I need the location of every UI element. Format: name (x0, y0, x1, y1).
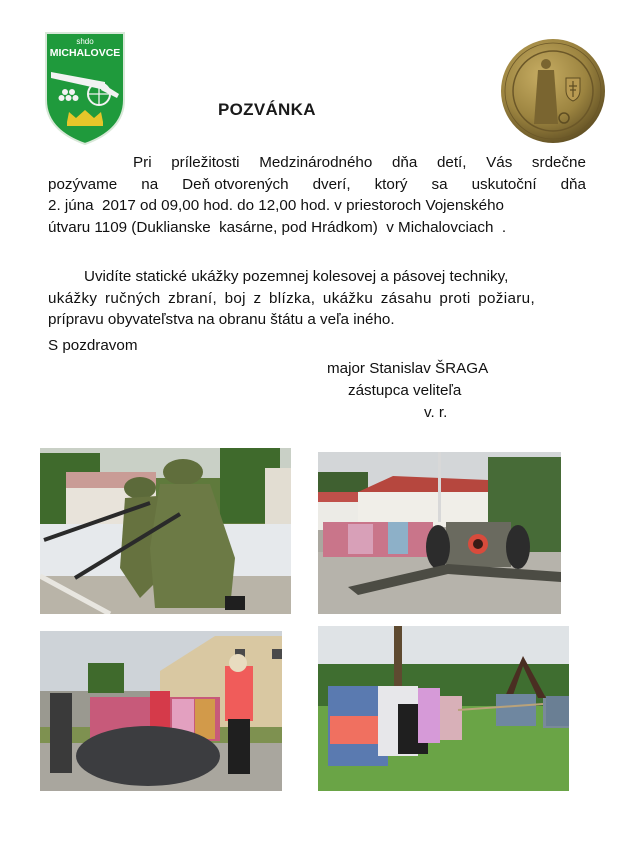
signature-note: v. r. (424, 404, 448, 421)
page-title: POZVÁNKA (218, 100, 316, 119)
photo-inflatable-boat (40, 631, 282, 791)
unit-emblem-shield (43, 30, 127, 146)
photo-soldiers-kneeling (40, 448, 291, 614)
signature-name: major Stanislav ŠRAGA (327, 360, 489, 377)
paragraph2-line-2: ukážky ručných zbraní, boj z blízka, ukážku zásahu proti požiaru, (48, 289, 536, 307)
paragraph2-line-3: prípravu obyvateľstva na obranu štátu a veľa iného. (48, 311, 395, 328)
program-paragraph (48, 266, 586, 331)
paragraph1-line-2: pozývame na Deň otvorených dverí, ktorý sa uskutoční dňa (48, 175, 586, 193)
slovak-coat-of-arms-icon (566, 78, 580, 101)
paragraph1-line-3: 2. júna 2017 od 09,00 hod. do 12,00 hod. v priestoroch Vojenského (48, 197, 504, 214)
greeting: S pozdravom (48, 337, 138, 354)
artillery-medal (500, 38, 606, 144)
invitation-paragraph (48, 152, 586, 238)
inflatable-boat (76, 726, 220, 786)
paragraph1-line-1: Pri príležitosti Medzinárodného dňa detí, Vás srdečne (133, 154, 586, 171)
paragraph2-line-1: Uvidíte statické ukážky pozemnej kolesovej a pásovej techniky, (84, 268, 509, 285)
photo-tug-of-war (318, 626, 569, 791)
photo-artillery-gun (318, 452, 561, 614)
children-crowd (323, 522, 433, 557)
emblem-top-text: shdo (76, 37, 94, 46)
signature-role: zástupca veliteľa (348, 382, 462, 399)
emblem-name-text: MICHALOVCE (49, 47, 121, 59)
paragraph1-line-4: útvaru 1109 (Duklianske kasárne, pod Hrádkom) v Michalovciach . (48, 218, 507, 236)
